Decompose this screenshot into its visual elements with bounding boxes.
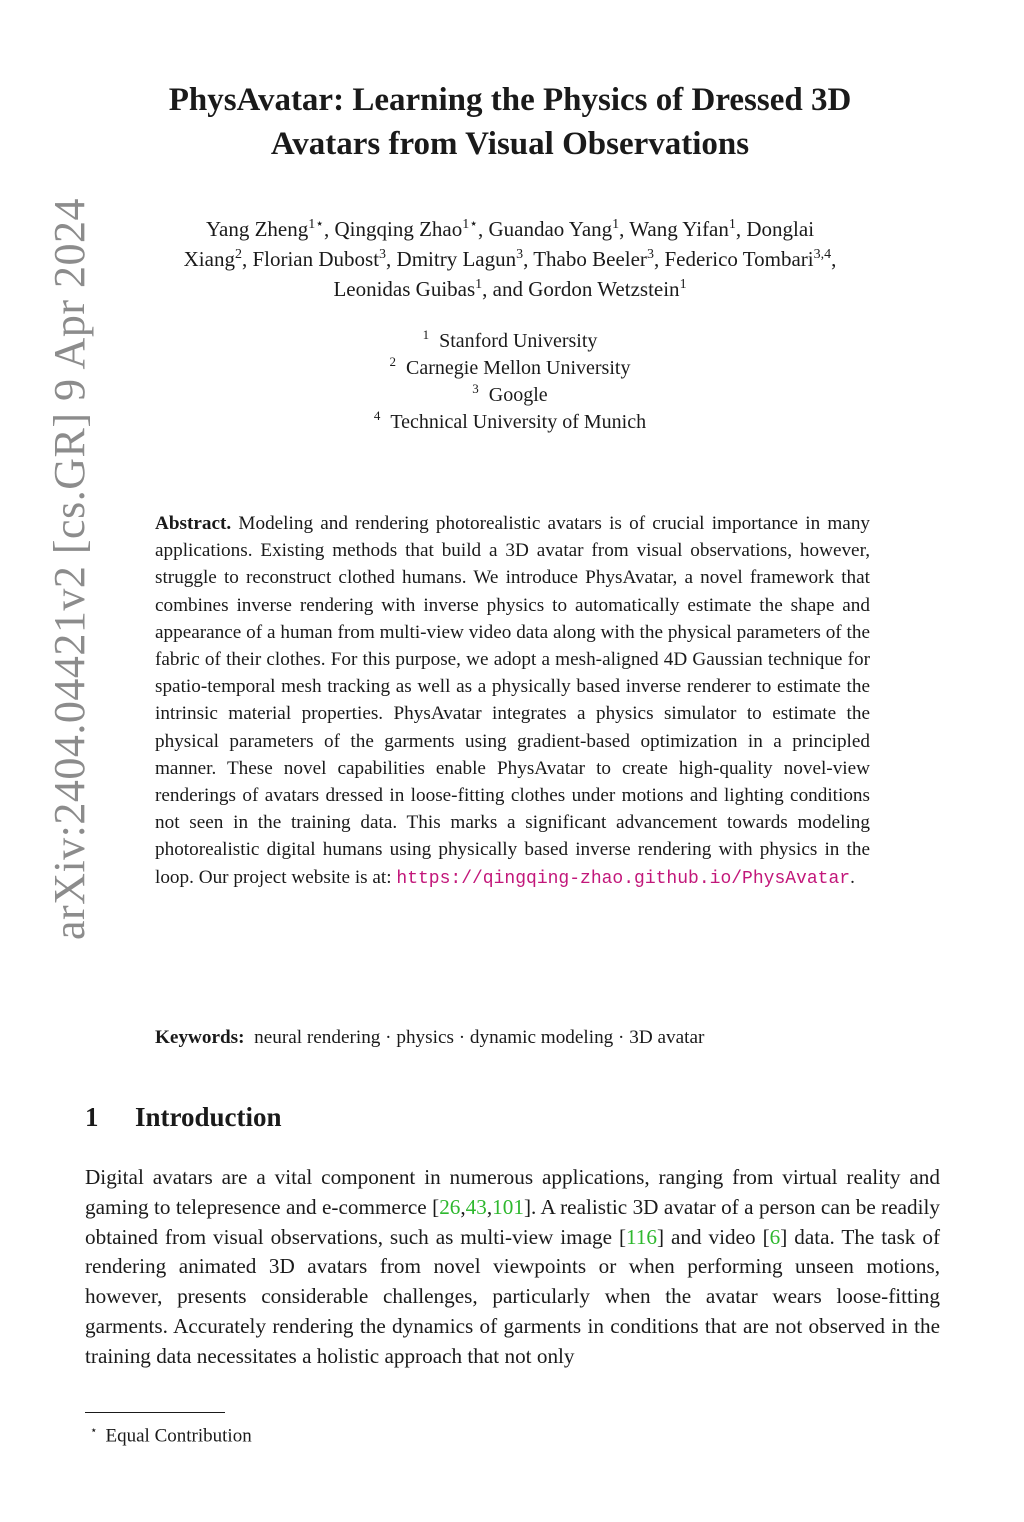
author: Qingqing Zhao$^{1⋆}$ <box>334 217 478 241</box>
citation-link[interactable]: 26 <box>439 1194 461 1219</box>
citation-link[interactable]: 116 <box>626 1224 658 1249</box>
author: Dmitry Lagun$^3$ <box>396 247 524 271</box>
citation-link[interactable]: 6 <box>769 1224 781 1249</box>
footnote-text: Equal Contribution <box>105 1425 252 1447</box>
author: Wang Yifan$^1$ <box>629 217 736 241</box>
title-line-2: Avatars from Visual Observations <box>270 126 750 162</box>
affiliation-list <box>70 328 950 436</box>
abstract-text: Modeling and rendering photorealistic avatars is of crucial importance in many applications. Existing methods that build a 3D avatar from visual observations, however, struggle to reconstruct clothed humans. We introduce PhysAvatar, a novel framework that combines inverse rendering with inverse physics to automatically estimate the shape and appearance of a human from multi-view video data along with the physical parameters of the fabric of their clothes. For this purpose, we adopt a mesh-aligned 4D Gaussian technique for spatio-temporal mesh tracking as well as a physically based inverse renderer to estimate the intrinsic material properties. PhysAvatar integrates a physics simulator to estimate the physical parameters of the garments using gradient-based optimization in a principled manner. These novel capabilities enable PhysAvatar to create high-quality novel-view renderings of avatars dressed in loose-fitting clothes under motions and lighting conditions not seen in the training data. This marks a significant advancement towards modeling photorealistic digital humans using physically based inverse rendering with physics in the loop. Our project website is at: <box>155 513 871 888</box>
author: Gordon Wetzstein$^1$ <box>528 277 687 301</box>
keywords <box>155 1024 870 1051</box>
paper-title <box>70 78 950 166</box>
abstract-label: Abstract. <box>155 513 232 534</box>
keywords-text: neural rendering · physics · dynamic modeling · 3D avatar <box>254 1027 705 1048</box>
arxiv-identifier-stamp: arXiv:2404.04421v2 [cs.GR] 9 Apr 2024 <box>45 198 94 940</box>
affiliation: $^3$ Google <box>472 381 548 406</box>
section-heading <box>85 1100 282 1134</box>
author: Xiang$^2$ <box>183 247 242 271</box>
author-list: Yang Zheng$^{1⋆}$, Qingqing Zhao$^{1⋆}$, Guandao Yang$^1$, Wang Yifan$^1$, Donglai Xiang$^2$, Florian Dubost$^3$, Dmitry Lagun$^3$, Thabo Beeler$^3$, Federico Tombari$^{3,4}$, Leonidas Guibas$^1$, and Gordon Wetzstein$^1$ <box>183 217 837 301</box>
section-number: 1 <box>85 1102 99 1132</box>
author: Federico Tombari$^{3,4}$ <box>664 247 832 271</box>
author: Guandao Yang$^1$ <box>488 217 620 241</box>
keywords-label: Keywords: <box>155 1027 245 1048</box>
footnote-divider <box>85 1412 225 1413</box>
affiliation: $^4$ Technical University of Munich <box>373 408 647 433</box>
author: Thabo Beeler$^3$ <box>533 247 654 271</box>
author: Yang Zheng$^{1⋆}$ <box>205 217 324 241</box>
author: Florian Dubost$^3$ <box>252 247 387 271</box>
citation-link[interactable]: 101 <box>492 1194 524 1219</box>
citation-link[interactable]: 43 <box>465 1194 487 1219</box>
section-title: Introduction <box>135 1102 282 1132</box>
project-website-link[interactable]: https://qingqing-zhao.github.io/PhysAvatar <box>396 868 851 889</box>
introduction-paragraph: Digital avatars are a vital component in numerous applications, ranging from virtual reality and gaming to telepresence and e-commerce [26,43,101]. A realistic 3D avatar of a person can be readily obtained from visual observations, such as multi-view image [116] and video [6] data. The task of rendering animated 3D avatars from novel viewpoints or when performing unseen motions, however, presents considerable challenges, particularly when the avatar wears loose-fitting garments. Accurately rendering the dynamics of garments in conditions that are not observed in the training data necessitates a holistic approach that not only <box>85 1165 940 1368</box>
author: Leonidas Guibas$^1$ <box>333 277 483 301</box>
footnote <box>90 1418 252 1448</box>
abstract: Abstract. Modeling and rendering photorealistic avatars is of crucial importance in many applications. Existing methods that build a 3D avatar from visual observations, however, struggle to reconstruct clothed humans. We introduce PhysAvatar, a novel framework that combines inverse rendering with inverse physics to automatically estimate the shape and appearance of a human from multi-view video data along with the physical parameters of the fabric of their clothes. For this purpose, we adopt a mesh-aligned 4D Gaussian technique for spatio-temporal mesh tracking as well as a physically based inverse renderer to estimate the intrinsic material properties. PhysAvatar integrates a physics simulator to estimate the physical parameters of the garments using gradient-based optimization in a principled manner. These novel capabilities enable PhysAvatar to create high-quality novel-view renderings of avatars dressed in loose-fitting clothes under motions and lighting conditions not seen in the training data. This marks a significant advancement towards modeling photorealistic digital humans using physically based inverse rendering with physics in the loop. Our project website is at: https://qingqing-zhao.github.io/PhysAvatar. <box>155 513 871 889</box>
affiliation: $^2$ Carnegie Mellon University <box>389 354 631 379</box>
footnote-mark: ⋆ <box>90 1423 98 1437</box>
title-line-1: PhysAvatar: Learning the Physics of Dressed 3D <box>168 82 852 118</box>
affiliation: $^1$ Stanford University <box>422 327 598 352</box>
